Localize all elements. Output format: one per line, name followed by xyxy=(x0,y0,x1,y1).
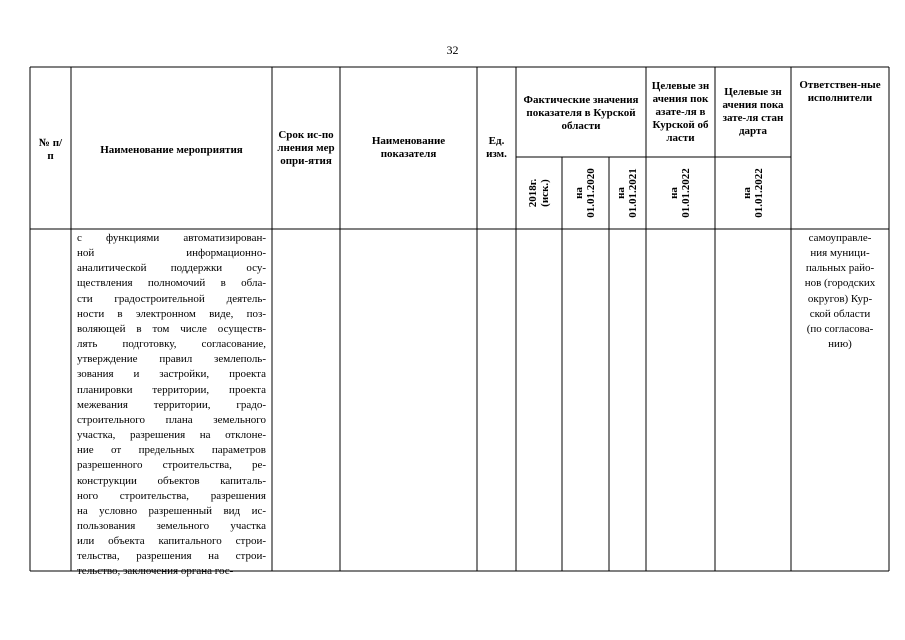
responsible-executors xyxy=(795,231,885,352)
activity-line: аналитической поддержки осу- xyxy=(77,262,266,275)
activity-line: планировки территории, проекта xyxy=(77,383,266,396)
activity-line: или объекта капитального строи- xyxy=(77,535,266,548)
subheader-2021: на 01.01.2021 xyxy=(615,168,639,218)
responsible-line: нов (городских xyxy=(804,277,876,290)
activity-line: конструкции объектов капиталь- xyxy=(77,474,266,487)
responsible-line: ния муници- xyxy=(810,247,870,260)
responsible-line: нию) xyxy=(828,338,852,351)
page-number: 32 xyxy=(446,43,459,57)
responsible-line: (по согласова- xyxy=(806,322,874,335)
activity-line: с функциями автоматизирован- xyxy=(77,232,266,244)
activity-line: пользования земельного участка xyxy=(77,519,266,532)
activity-line: лять подготовку, согласование, xyxy=(77,338,266,351)
activity-line: участка, разрешения на отклоне- xyxy=(77,429,266,442)
header-activity-name: Наименование мероприятия xyxy=(100,143,243,156)
header-target-values-kursk: Целевые значения показате-ля в Курской области xyxy=(651,79,710,144)
subheader-2018: 2018г. (иск.) xyxy=(527,178,551,208)
activity-line: ности в электронном виде, поз- xyxy=(77,307,266,320)
activity-line: тельства, разрешения на строи- xyxy=(77,550,266,563)
responsible-line: округов) Кур- xyxy=(807,292,873,305)
header-target-values-standard: Целевые значения показате-ля стандарта xyxy=(722,86,784,137)
responsible-line: пальных райо- xyxy=(805,262,875,275)
activity-line: на условно разрешенный вид ис- xyxy=(77,504,266,517)
header-indicator-name: Наименование показателя xyxy=(371,135,446,160)
activity-line: ной информационно- xyxy=(77,247,266,260)
activity-line: строительного плана земельного xyxy=(77,413,266,426)
activity-line: сти градостроительной деятель- xyxy=(77,292,266,305)
header-deadline: Срок ис-полнения меропри-ятия xyxy=(277,128,335,167)
activity-line: ного строительства, разрешения xyxy=(77,489,266,502)
header-actual-values: Фактические значения показателя в Курской области xyxy=(523,93,639,132)
activity-line: тельство, заключения органа гос- xyxy=(77,565,234,578)
header-unit: Ед. изм. xyxy=(486,135,507,160)
activity-line: межевания территории, градо- xyxy=(77,398,266,411)
subheader-2022-kursk: на 01.01.2022 xyxy=(668,168,692,218)
activity-description xyxy=(77,231,266,580)
subheader-2022-standard: на 01.01.2022 xyxy=(741,168,765,218)
responsible-line: ской области xyxy=(809,307,871,320)
responsible-line: самоуправле- xyxy=(808,232,872,244)
activity-line: зования и застройки, проекта xyxy=(77,368,266,381)
activity-line: утверждение правил землеполь- xyxy=(77,353,266,366)
activity-line: разрешенного строительства, ре- xyxy=(77,459,266,472)
header-num: № п/п xyxy=(38,137,63,162)
header-responsible: Ответствен-ные исполнители xyxy=(799,79,881,104)
activity-line: ние от предельных параметров xyxy=(77,444,266,457)
subheader-2020: на 01.01.2020 xyxy=(573,168,597,218)
activity-line: воляющей в том числе осуществ- xyxy=(77,322,266,335)
activity-line: ществления полномочий в обла- xyxy=(77,277,266,290)
